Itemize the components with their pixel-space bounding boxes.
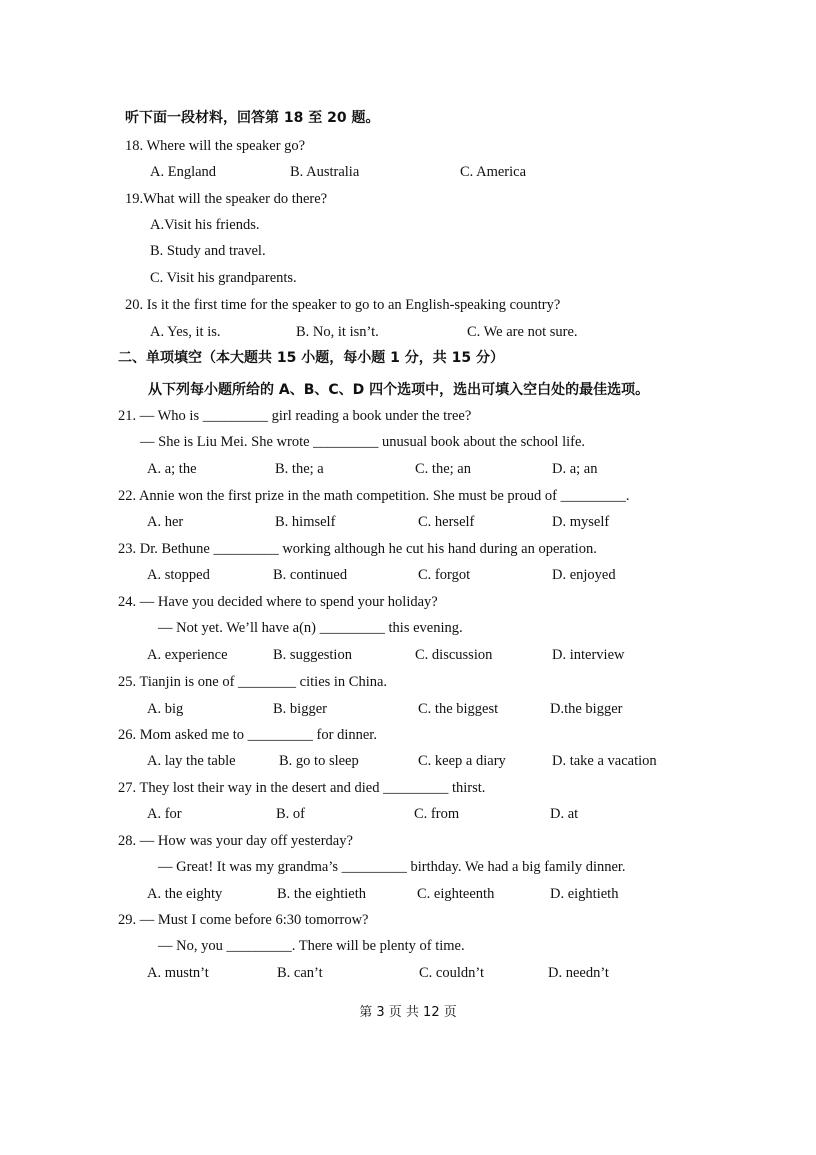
question-19-option-a: A.Visit his friends. (150, 217, 260, 233)
section-intro-listening: 听下面一段材料，回答第 18 至 20 题。 (125, 110, 380, 126)
question-21-line-1: 21. — Who is _________ girl reading a book under the tree? (118, 408, 472, 424)
page-footer: 第 3 页 共 12 页 (359, 1005, 457, 1020)
question-29-line-2: — No, you _________. There will be plenty of time. (158, 938, 465, 954)
question-21-line-2: — She is Liu Mei. She wrote _________ unusual book about the school life. (140, 434, 586, 450)
question-22-option-c: C. herself (418, 514, 475, 530)
question-22-stem: 22. Annie won the first prize in the math competition. She must be proud of _________. (118, 488, 630, 504)
question-28-option-a: A. the eighty (147, 886, 223, 902)
question-25-option-a: A. big (147, 701, 184, 717)
question-27-option-c: C. from (414, 806, 460, 822)
question-18-option-b: B. Australia (290, 164, 360, 180)
question-26-option-b: B. go to sleep (279, 753, 359, 769)
question-19-option-c: C. Visit his grandparents. (150, 270, 297, 286)
question-27-option-b: B. of (276, 806, 305, 822)
question-20-stem: 20. Is it the first time for the speaker to go to an English-speaking country? (125, 297, 561, 313)
question-23-option-d: D. enjoyed (552, 567, 616, 583)
question-26-option-a: A. lay the table (147, 753, 236, 769)
question-24-option-d: D. interview (552, 647, 625, 663)
question-28-option-b: B. the eightieth (277, 886, 366, 902)
question-23-option-b: B. continued (273, 567, 348, 583)
question-18-stem: 18. Where will the speaker go? (125, 138, 306, 154)
question-29-option-b: B. can’t (277, 965, 323, 981)
question-24-option-a: A. experience (147, 647, 228, 663)
question-29-line-1: 29. — Must I come before 6:30 tomorrow? (118, 912, 369, 928)
question-24-line-2: — Not yet. We’ll have a(n) _________ this evening. (158, 620, 463, 636)
question-20-option-a: A. Yes, it is. (150, 324, 221, 340)
question-28-line-2: — Great! It was my grandma’s _________ birthday. We had a big family dinner. (158, 859, 626, 875)
question-26-stem: 26. Mom asked me to _________ for dinner. (118, 727, 377, 743)
question-25-option-c: C. the biggest (418, 701, 499, 717)
question-23-option-a: A. stopped (147, 567, 210, 583)
question-21-option-d: D. a; an (552, 461, 598, 477)
question-28-option-d: D. eightieth (550, 886, 619, 902)
question-25-option-d: D.the bigger (550, 701, 623, 717)
section-2-instruction: 从下列每小题所给的 A、B、C、D 四个选项中，选出可填入空白处的最佳选项。 (148, 382, 650, 398)
question-24-option-b: B. suggestion (273, 647, 352, 663)
question-21-option-c: C. the; an (415, 461, 471, 477)
question-23-option-c: C. forgot (418, 567, 471, 583)
question-28-option-c: C. eighteenth (417, 886, 495, 902)
question-22-option-a: A. her (147, 514, 184, 530)
question-29-option-c: C. couldn’t (419, 965, 484, 981)
question-22-option-b: B. himself (275, 514, 336, 530)
section-2-title: 二、单项填空（本大题共 15 小题，每小题 1 分，共 15 分） (118, 350, 504, 366)
question-25-stem: 25. Tianjin is one of ________ cities in China. (118, 674, 388, 690)
question-23-stem: 23. Dr. Bethune _________ working although he cut his hand during an operation. (118, 541, 597, 557)
question-20-option-c: C. We are not sure. (467, 324, 578, 340)
question-26-option-d: D. take a vacation (552, 753, 657, 769)
question-22-option-d: D. myself (552, 514, 610, 530)
question-20-option-b: B. No, it isn’t. (296, 324, 379, 340)
question-18-option-c: C. America (460, 164, 527, 180)
question-29-option-a: A. mustn’t (147, 965, 209, 981)
question-29-option-d: D. needn’t (548, 965, 609, 981)
question-19-stem: 19.What will the speaker do there? (125, 191, 328, 207)
question-24-line-1: 24. — Have you decided where to spend your holiday? (118, 594, 438, 610)
question-18-option-a: A. England (150, 164, 217, 180)
question-28-line-1: 28. — How was your day off yesterday? (118, 833, 353, 849)
question-26-option-c: C. keep a diary (418, 753, 506, 769)
question-21-option-a: A. a; the (147, 461, 197, 477)
question-21-option-b: B. the; a (275, 461, 324, 477)
question-27-stem: 27. They lost their way in the desert and died _________ thirst. (118, 780, 486, 796)
question-24-option-c: C. discussion (415, 647, 493, 663)
question-27-option-d: D. at (550, 806, 579, 822)
question-27-option-a: A. for (147, 806, 182, 822)
question-19-option-b: B. Study and travel. (150, 243, 266, 259)
question-25-option-b: B. bigger (273, 701, 327, 717)
